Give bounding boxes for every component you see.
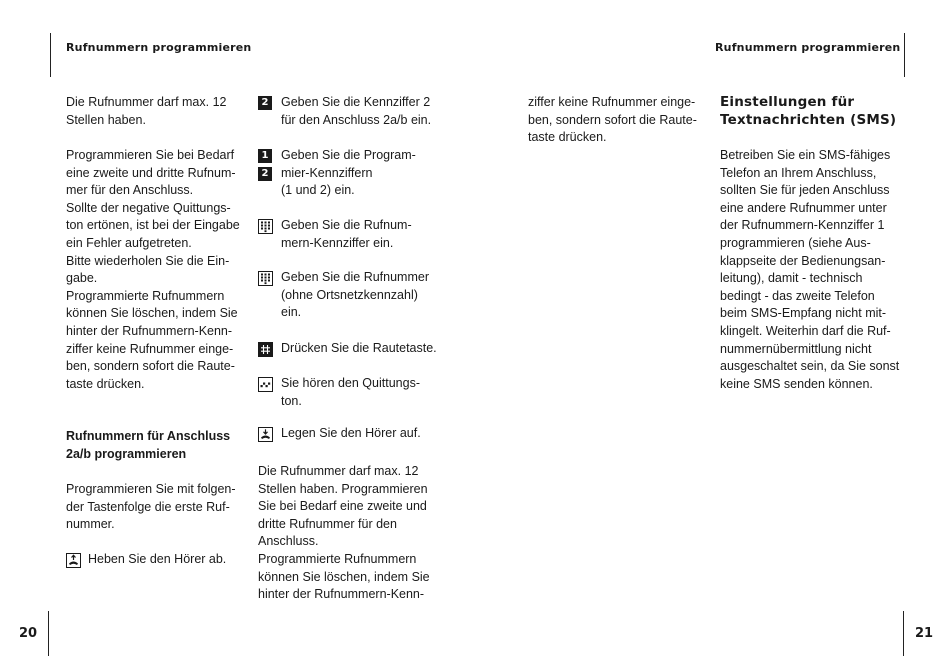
hash-key-icon: [258, 342, 273, 357]
col1-step-text: Heben Sie den Hörer ab.: [88, 552, 227, 566]
confirmation-tone-icon: [258, 377, 273, 392]
header-rule-left: [50, 33, 51, 77]
col1-step-lift-handset: [66, 553, 246, 571]
header-rule-right: [904, 33, 905, 77]
col1-paragraph-3: Programmieren Sie mit folgen- der Tastenfolge die erste Ruf- nummer.: [66, 482, 236, 532]
step-3-text: Geben Sie die Rufnum- mern-Kennziffer ein.: [281, 218, 412, 250]
col4-paragraph: Betreiben Sie ein SMS-fähiges Telefon an Ihrem Anschluss, sollten Sie für jeden Anschluss eine andere Rufnummer unter der Rufnummern-Kennziffer 1 programmieren (siehe Aus- klappseite der Bedienungsan- leitung), damit - technisch bedingt - das zweite Telefon beim SMS-Empfang nicht mit- klingelt. Weiterhin darf die Ruf- nummernübermittlung nicht ausgeschaltet sein, da Sie sonst keine SMS senden können.: [720, 148, 900, 391]
running-head-right: Rufnummern programmieren: [715, 41, 901, 54]
col2-paragraph: Die Rufnummer darf max. 12 Stellen haben. Programmieren Sie bei Bedarf eine zweite und dritte Rufnummer für den Anschluss. Programmierte Rufnummern können Sie löschen, indem Sie hinter der Rufnummern-Kenn-: [258, 464, 430, 602]
key-2-icon: 2: [258, 167, 272, 181]
footer-rule-left: [48, 611, 49, 656]
keypad-icon: [258, 219, 273, 234]
col1-subheading: Rufnummern für Anschluss 2a/b programmieren: [66, 429, 231, 461]
page-number-right: 21: [915, 626, 934, 641]
col1-paragraph-2: Programmieren Sie bei Bedarf eine zweite und dritte Rufnum- mer für den Anschluss. Sollte der negative Quittungs- ton ertönen, ist bei der Eingabe ein Fehler aufgetreten. Bitte wiederholen Sie die Ein- gabe. Programmierte Rufnummern können Sie löschen, indem Sie hinter der Rufnummern-Kenn- ziffer keine Rufnummer einge- ben, sondern sofort die Raute- taste drücken.: [66, 148, 240, 391]
running-head-left: Rufnummern programmieren: [66, 41, 252, 54]
key-2-icon: 2: [258, 96, 272, 110]
key-1-icon: 1: [258, 149, 272, 163]
step-6-text: Sie hören den Quittungs- ton.: [281, 376, 420, 408]
hang-up-icon: [258, 427, 273, 442]
step-7-text: Legen Sie den Hörer auf.: [281, 426, 421, 440]
footer-rule-right: [903, 611, 904, 656]
col1-paragraph-1: Die Rufnummer darf max. 12 Stellen haben.: [66, 95, 227, 127]
col4-heading: Einstellungen für Textnachrichten (SMS): [720, 94, 897, 128]
step-1-text: Geben Sie die Kennziffer 2 für den Anschluss 2a/b ein.: [281, 95, 432, 127]
step-5-text: Drücken Sie die Rautetaste.: [281, 341, 437, 355]
keypad-icon: [258, 271, 273, 286]
page-number-left: 20: [19, 626, 38, 641]
col3-paragraph: ziffer keine Rufnummer einge- ben, sondern sofort die Raute- taste drücken.: [528, 95, 697, 145]
step-4-text: Geben Sie die Rufnummer (ohne Ortsnetzkennzahl) ein.: [281, 270, 429, 320]
lift-handset-icon: [66, 553, 81, 568]
step-2-text: Geben Sie die Program- mier-Kennziffern (1 und 2) ein.: [281, 148, 416, 198]
